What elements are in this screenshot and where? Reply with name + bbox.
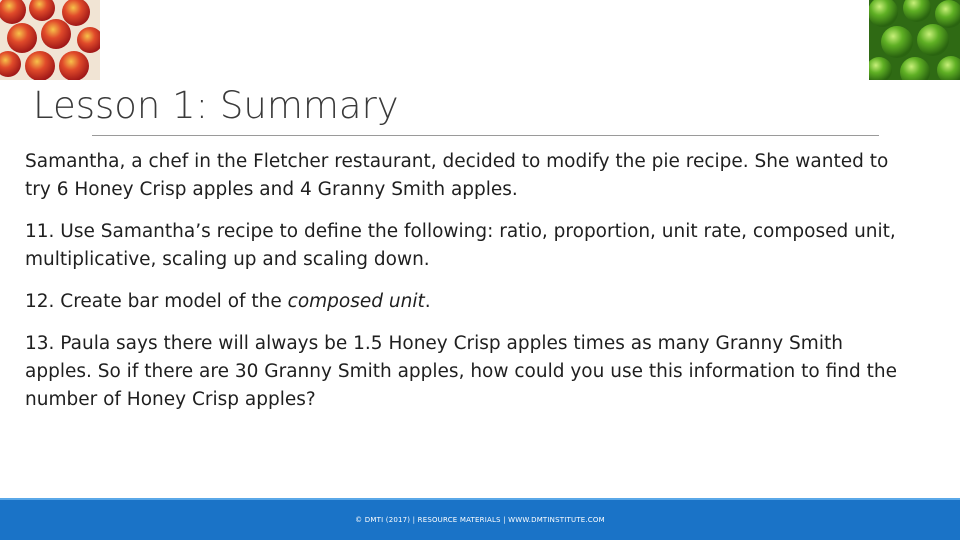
question-12-emphasis: composed unit (287, 291, 425, 312)
slide-title: Lesson 1: Summary (33, 84, 399, 127)
intro-paragraph: Samantha, a chef in the Fletcher restaurant, decided to modify the pie recipe. She wanted to try 6 Honey Crisp apples and 4 Granny Smith apples. (25, 151, 889, 200)
question-13: 13. Paula says there will always be 1.5 Honey Crisp apples times as many Granny Smith apples. So if there are 30 Granny Smith apples, how could you use this information to find the number of Honey Crisp apples? (25, 333, 897, 410)
footer-bar (0, 498, 960, 540)
green-apples-image (869, 0, 960, 80)
title-divider (92, 135, 879, 136)
question-11: 11. Use Samantha’s recipe to define the following: ratio, proportion, unit rate, composed unit, multiplicative, scaling up and scaling down. (25, 221, 896, 270)
slide-body (25, 148, 905, 428)
question-12-end: . (424, 291, 431, 312)
footer-text: © DMTI (2017) | RESOURCE MATERIALS | WWW.DMTINSTITUTE.COM (355, 516, 605, 524)
question-12-text: 12. Create bar model of the (25, 291, 288, 312)
question-12 (25, 288, 905, 316)
red-apples-image (0, 0, 100, 80)
